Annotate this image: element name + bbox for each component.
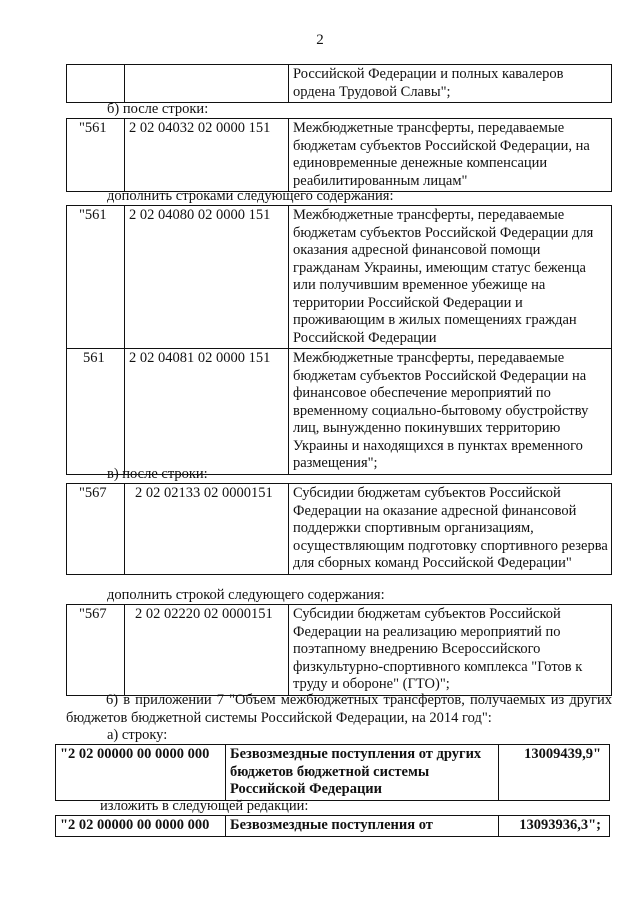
- description-cell: Безвозмездные поступления от: [226, 816, 499, 837]
- page-number: 2: [316, 32, 324, 48]
- table-row: [67, 65, 612, 103]
- paragraph-add-row: дополнить строкой следующего содержания:: [107, 587, 385, 603]
- code-cell: 2 02 02133 02 0000151: [125, 484, 289, 575]
- code-cell: "567: [67, 605, 125, 696]
- code-cell: 2 02 04080 02 0000 151: [125, 206, 289, 349]
- paragraph-izl: изложить в следующей редакции:: [100, 798, 309, 814]
- code-cell: "2 02 00000 00 0000 000: [56, 816, 226, 837]
- table-new-row: [55, 815, 610, 837]
- code-cell: 2 02 02220 02 0000151: [125, 605, 289, 696]
- description-cell: Межбюджетные трансферты, передаваемые бюджетам субъектов Российской Федерации, на единовременные денежные компенсации реабилитированным лицам": [289, 119, 612, 192]
- code-cell: 2 02 04081 02 0000 151: [125, 349, 289, 475]
- description-cell: Субсидии бюджетам субъектов Российской Федерации на реализацию мероприятий по поэтапному внедрению Всероссийского физкультурно-спортивного комплекса "Готов к труду и обороне" (ГТО)";: [289, 605, 612, 696]
- paragraph-6: 6) в приложении 7 "Объем межбюджетных трансфертов, получаемых из других бюджетов бюджетной системы Российской Федерации, на 2014 год":: [66, 692, 612, 726]
- paragraph-a: а) строку:: [107, 727, 168, 743]
- table-row: [56, 745, 610, 801]
- table-row: [67, 206, 612, 349]
- amount-cell: 13009439,9": [499, 745, 610, 801]
- table-row: [67, 119, 612, 192]
- code-cell: 2 02 04032 02 0000 151: [125, 119, 289, 192]
- code-cell: "561: [67, 206, 125, 349]
- code-cell: 561: [67, 349, 125, 475]
- table-fragment-top: [66, 64, 612, 103]
- table-row: [67, 349, 612, 475]
- paragraph-b: б) после строки:: [107, 101, 209, 117]
- code-cell: [125, 65, 289, 103]
- table-row: [67, 484, 612, 575]
- description-cell: Межбюджетные трансферты, передаваемые бюджетам субъектов Российской Федерации для оказания адресной финансовой помощи гражданам Украины, имеющим статус беженца или получившим временное убежище на территории Российской Федерации и проживающим в жилых помещениях граждан Российской Федерации: [289, 206, 612, 349]
- description-cell: Межбюджетные трансферты, передаваемые бюджетам субъектов Российской Федерации на финансовое обеспечение мероприятий по временному социально-бытовому обустройству лиц, вынужденно покинувших территорию Украины и находящихся в пунктах временного размещения";: [289, 349, 612, 475]
- paragraph-add-rows: дополнить строками следующего содержания:: [107, 188, 394, 204]
- table-after-b: [66, 118, 612, 192]
- table-row: [56, 816, 610, 837]
- description-cell: Безвозмездные поступления от других бюджетов бюджетной системы Российской Федерации: [226, 745, 499, 801]
- table-old-row: [55, 744, 610, 801]
- table-after-v: [66, 483, 612, 575]
- table-added-rows: [66, 205, 612, 475]
- paragraph-v: в) после строки:: [107, 466, 208, 482]
- code-cell: [67, 65, 125, 103]
- description-cell: Субсидии бюджетам субъектов Российской Федерации на оказание адресной финансовой поддержки спортивным организациям, осуществляющим подготовку спортивного резерва для сборных команд Российской Федерации": [289, 484, 612, 575]
- table-row: [67, 605, 612, 696]
- table-added-row: [66, 604, 612, 696]
- description-cell: Российской Федерации и полных кавалеров ордена Трудовой Славы";: [289, 65, 612, 103]
- amount-cell: 13093936,3";: [499, 816, 610, 837]
- code-cell: "561: [67, 119, 125, 192]
- code-cell: "2 02 00000 00 0000 000: [56, 745, 226, 801]
- code-cell: "567: [67, 484, 125, 575]
